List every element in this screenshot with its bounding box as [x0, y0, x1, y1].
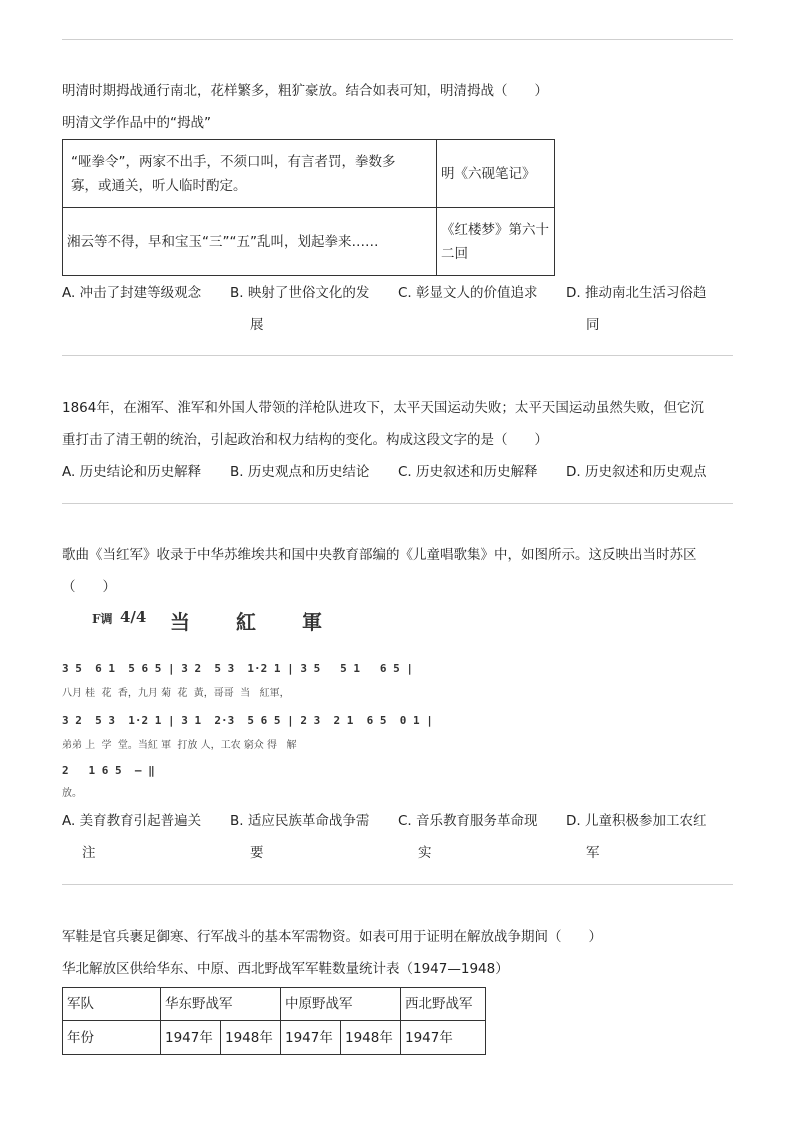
score-title: 当 紅 軍 [170, 610, 324, 634]
q3-option-c-text: C. 音乐教育服务革命现 [398, 813, 538, 829]
q1-row1-source-text: 明《六砚笔记》 [441, 165, 536, 182]
q3-option-b-cont: 要 [250, 845, 264, 861]
q1-option-c[interactable] [398, 283, 538, 303]
table-row [63, 208, 555, 276]
q1-row1-text [63, 140, 437, 208]
song-score-image [62, 606, 433, 799]
q3-option-a-cont: 注 [82, 845, 96, 861]
score-notes-line3: 2 1 6 5 — ‖ [62, 764, 155, 777]
score-key: F调 [92, 612, 113, 626]
q3-stem-line2: （ ） [62, 579, 116, 595]
q3-option-b[interactable] [230, 811, 369, 863]
q1-row2-source [437, 208, 555, 276]
score-lyrics-line3: 放。 [62, 788, 82, 799]
q2-option-a-text: A. 历史结论和历史解释 [62, 464, 202, 480]
divider-top [62, 39, 733, 40]
score-lyrics-line2: 弟弟 上 学 堂。当紅 軍 打放 人，工农 窮众 得 解 [62, 740, 297, 751]
q2-stem-line2: 重打击了清王朝的统治，引起政治和权力结构的变化。构成这段文字的是（ ） [62, 432, 548, 448]
q2-option-c-text: C. 历史叙述和历史解释 [398, 464, 538, 480]
score-notes-line1: 3 5 6 1 5 6 5 | 3 2 5 3 1·2 1 | 3 5 5 1 6 5 | [62, 662, 413, 675]
q2-option-d-text: D. 历史叙述和历史观点 [566, 464, 707, 480]
q2-stem-line1: 1864年，在湘军、淮军和外国人带领的洋枪队进攻下，太平天国运动失败；太平天国运动虽然失败，但它沉 [62, 400, 704, 416]
q3-option-c[interactable] [398, 811, 538, 863]
q3-option-d-text: D. 儿童积极参加工农红 [566, 813, 707, 829]
table-row [63, 1021, 486, 1055]
q1-row2-source-line2: 二回 [441, 245, 468, 262]
q4-table [62, 987, 486, 1055]
q4-table-title: 华北解放区供给华东、中原、西北野战军军鞋数量统计表（1947—1948） [62, 961, 509, 977]
q1-table [62, 139, 555, 276]
q1-row1-text-line1: “哑拳令”，两家不出手，不须口叫，有言者罚，拳数多 [71, 153, 396, 170]
score-lyrics-line1: 八月 桂 花 香，九月 菊 花 黃，哥哥 当 紅軍， [62, 688, 290, 699]
q1-table-title: 明清文学作品中的“拇战” [62, 115, 211, 131]
q3-option-a-text: A. 美育教育引起普遍关 [62, 813, 202, 829]
q2-option-b-text: B. 历史观点和历史结论 [230, 464, 370, 480]
q1-option-b-cont: 展 [250, 317, 264, 333]
q4-years-label: 年份 [63, 1021, 161, 1055]
q3-stem-line1: 歌曲《当红军》收录于中华苏维埃共和国中央教育部编的《儿童唱歌集》中，如图所示。这反映出当时苏区 [62, 547, 697, 563]
q3-option-a[interactable] [62, 811, 201, 863]
q3-option-c-cont: 实 [418, 845, 432, 861]
q2-option-b[interactable] [230, 462, 369, 482]
q1-option-b-text: B. 映射了世俗文化的发 [230, 285, 370, 301]
q1-option-b[interactable] [230, 283, 369, 335]
divider-q3-q4 [62, 884, 733, 885]
table-row [63, 140, 555, 208]
divider-q2-q3 [62, 503, 733, 504]
q4-year-cell: 1947年 [281, 1021, 341, 1055]
q4-header-central: 中原野战军 [281, 988, 401, 1021]
q2-option-a[interactable] [62, 462, 201, 482]
q3-option-d[interactable] [566, 811, 706, 863]
divider-q1-q2 [62, 355, 733, 356]
q1-row2-source-line1: 《红楼梦》第六十 [441, 221, 549, 238]
q1-option-c-text: C. 彰显文人的价值追求 [398, 285, 538, 301]
q1-option-a-text: A. 冲击了封建等级观念 [62, 285, 202, 301]
q1-row2-text [63, 208, 437, 276]
q4-year-cell: 1948年 [341, 1021, 401, 1055]
q1-option-a[interactable] [62, 283, 201, 303]
q2-option-d[interactable] [566, 462, 706, 482]
q4-year-cell: 1947年 [401, 1021, 486, 1055]
q3-option-d-cont: 军 [586, 845, 600, 861]
q1-option-d-text: D. 推动南北生活习俗趋 [566, 285, 707, 301]
score-notes-line2: 3 2 5 3 1·2 1 | 3 1 2·3 5 6 5 | 2 3 2 1 6 5 0 1 | [62, 714, 433, 727]
q1-option-d-cont: 同 [586, 317, 600, 333]
q4-header-northwest: 西北野战军 [401, 988, 486, 1021]
q2-option-c[interactable] [398, 462, 538, 482]
q4-year-cell: 1947年 [161, 1021, 221, 1055]
q1-row2-text-line1: 湘云等不得，早和宝玉“三”“五”乱叫，划起拳来…… [67, 233, 379, 250]
score-meter: 4/4 [120, 608, 147, 626]
q4-header-army: 军队 [63, 988, 161, 1021]
q4-stem: 军鞋是官兵裹足御寒、行军战斗的基本军需物资。如表可用于证明在解放战争期间（ ） [62, 929, 602, 945]
q1-row1-text-line2: 寡，或通关，听人临时酌定。 [71, 177, 247, 194]
q1-stem: 明清时期拇战通行南北，花样繁多，粗犷豪放。结合如表可知，明清拇战（ ） [62, 83, 548, 99]
q4-year-cell: 1948年 [221, 1021, 281, 1055]
q1-option-d[interactable] [566, 283, 706, 335]
q3-option-b-text: B. 适应民族革命战争需 [230, 813, 370, 829]
q4-header-east: 华东野战军 [161, 988, 281, 1021]
table-row [63, 988, 486, 1021]
q1-row1-source [437, 140, 555, 208]
